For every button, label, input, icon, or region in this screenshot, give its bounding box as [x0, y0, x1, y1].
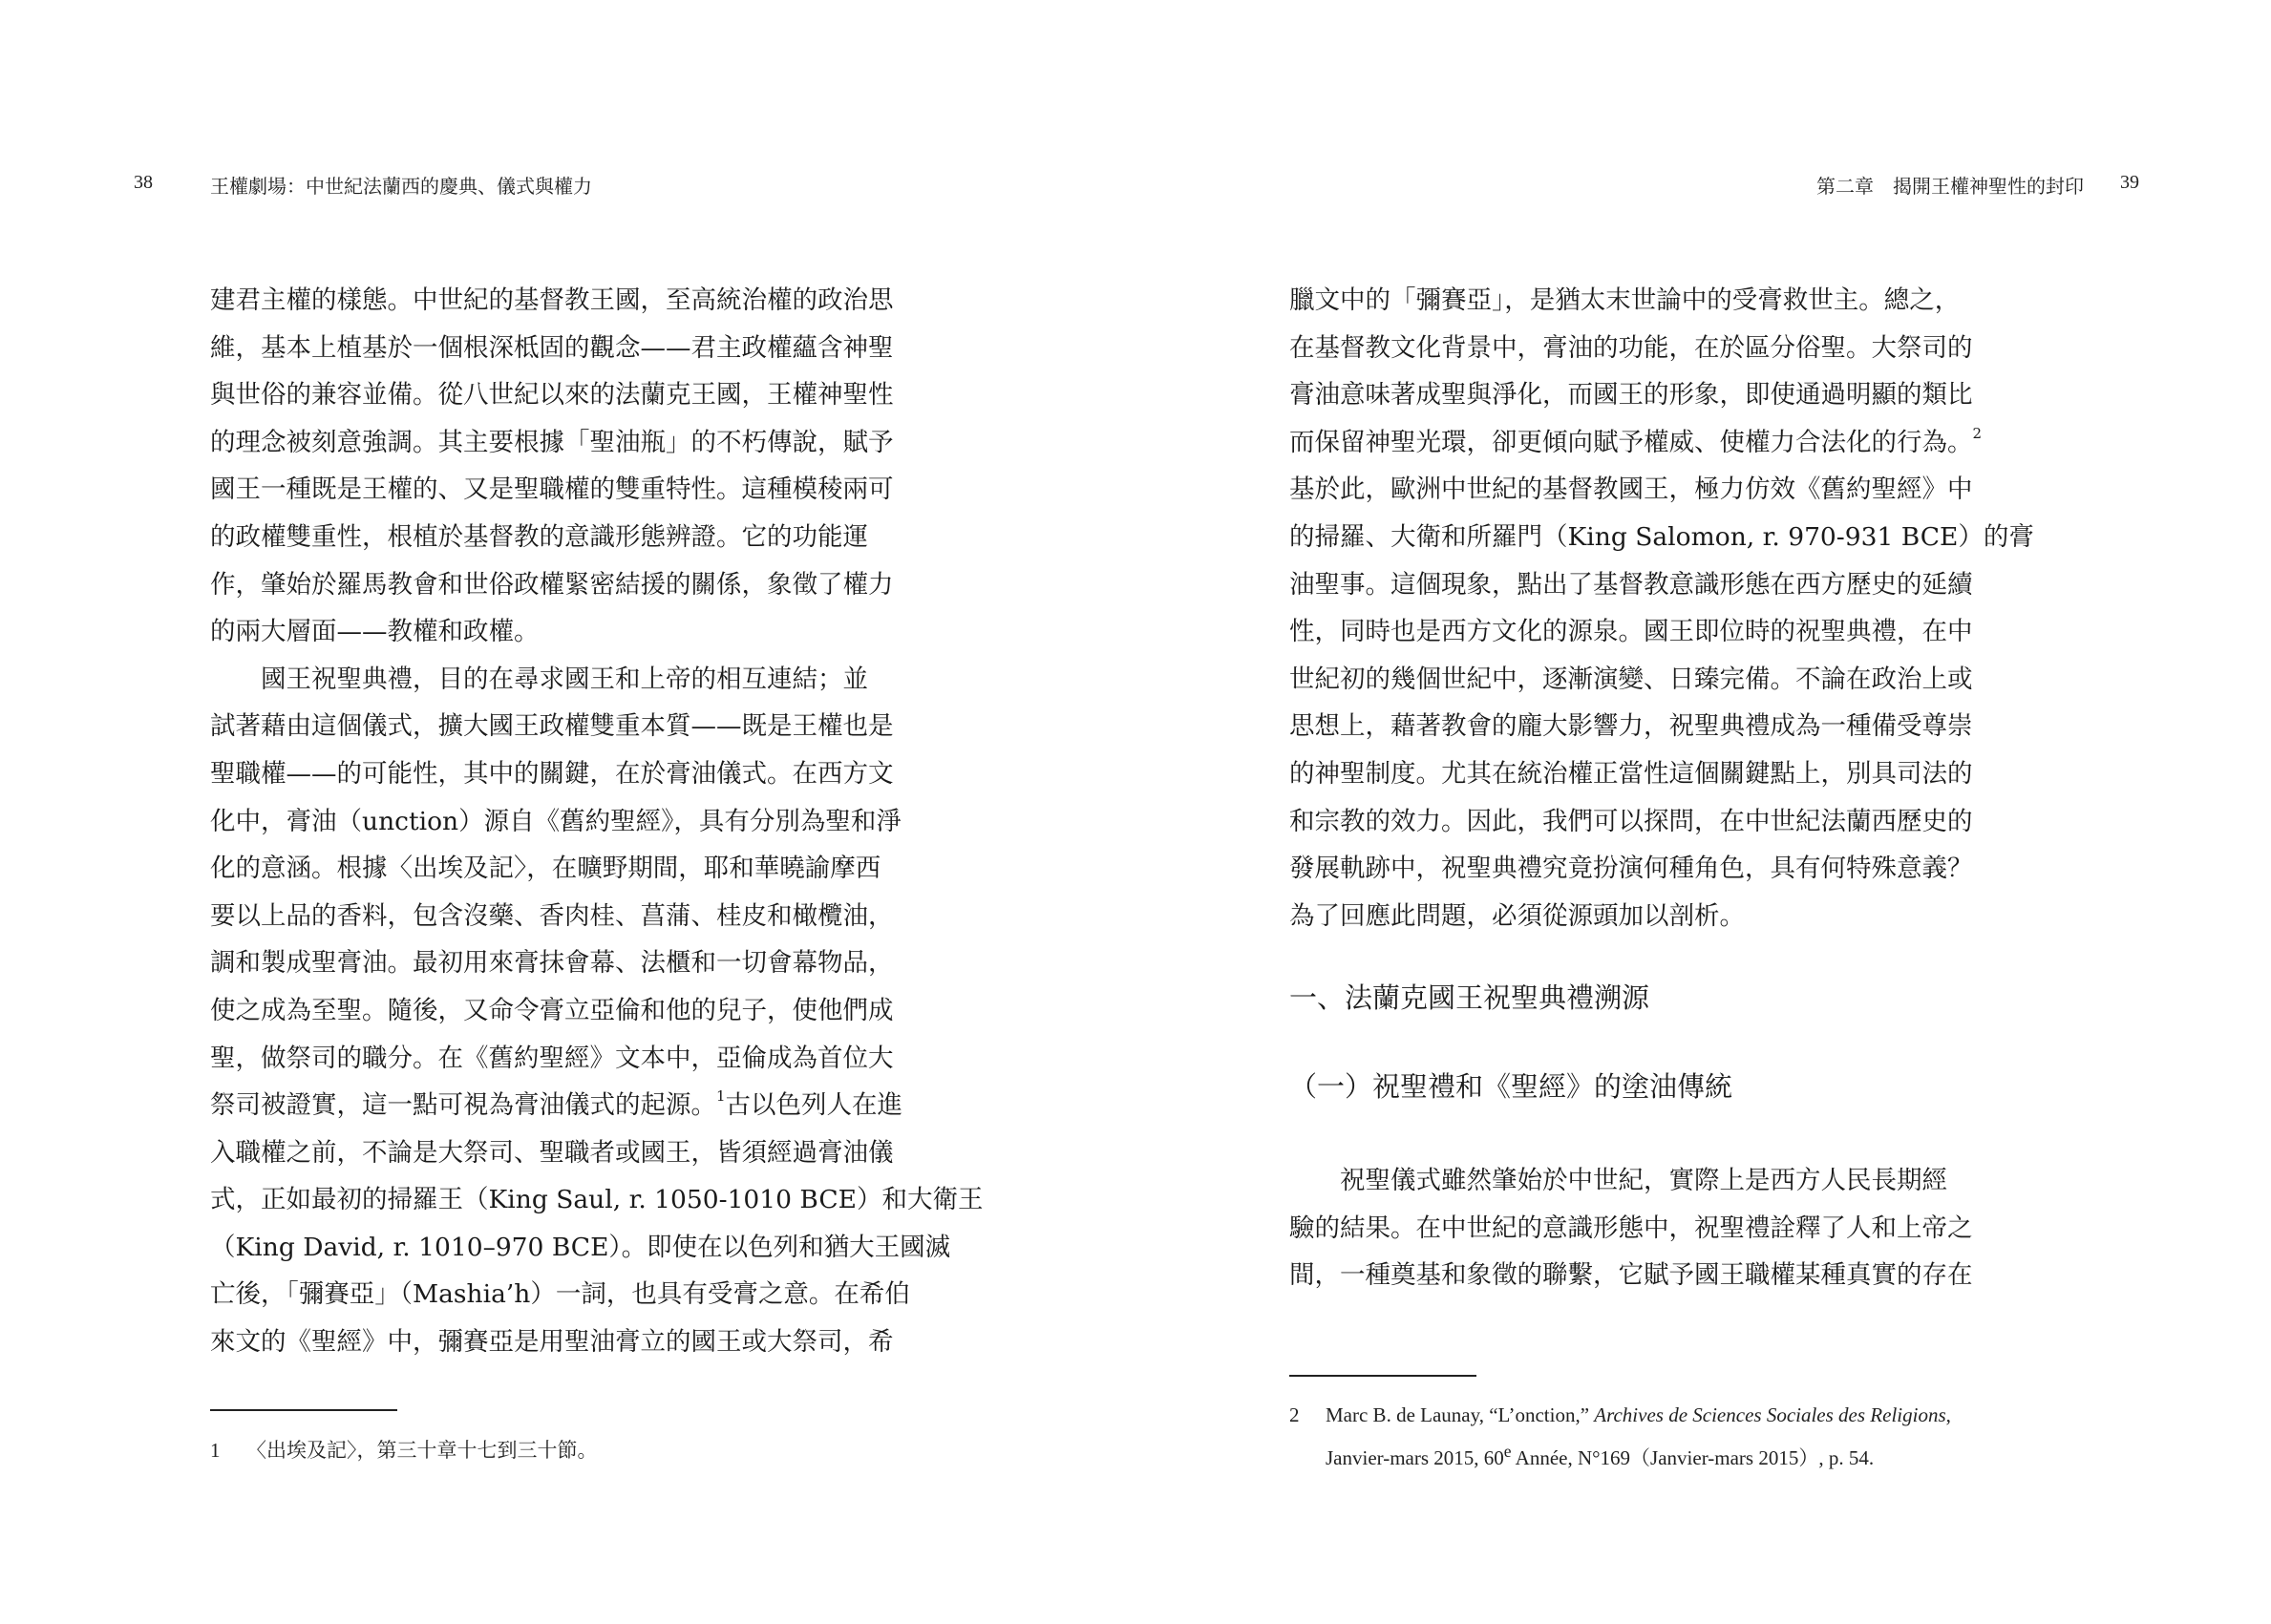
text-line: 聖，做祭司的職分。在《舊約聖經》文本中，亞倫成為首位大	[210, 1043, 894, 1073]
text-line: 基於此，歐洲中世紀的基督教國王，極力仿效《舊約聖經》中	[1289, 475, 1973, 505]
text-line: 入職權之前，不論是大祭司、聖職者或國王，皆須經過膏油儀	[210, 1137, 894, 1168]
text-line: 臘文中的「彌賽亞」，是猶太末世論中的受膏救世主。總之，	[1289, 285, 1961, 315]
text-line: 聖職權——的可能性，其中的關鍵，在於膏油儀式。在西方文	[210, 758, 894, 789]
footnote-superscript: e	[1503, 1442, 1512, 1461]
text-line: 使之成為至聖。隨後，又命令膏立亞倫和他的兒子，使他們成	[210, 995, 894, 1025]
footnote-text: ,	[1945, 1403, 1951, 1426]
text-line: 發展軌跡中，祝聖典禮究竟扮演何種角色，具有何特殊意義？	[1289, 854, 1973, 884]
text-line: 作，肇始於羅馬教會和世俗政權緊密結援的關係，象徵了權力	[210, 569, 894, 600]
footnote-number: 2	[1289, 1403, 1300, 1426]
footnote-reference[interactable]: 1	[716, 1087, 726, 1106]
text-line: 建君主權的樣態。中世紀的基督教王國，至高統治權的政治思	[210, 285, 894, 315]
text-line-with-footnote-ref	[210, 1082, 993, 1129]
subsection-heading: （一）祝聖禮和《聖經》的塗油傳統	[1289, 1070, 1733, 1103]
text-line: （King David, r. 1010–970 BCE）。即使在以色列和猶大王國滅	[210, 1232, 951, 1262]
footnote-journal-title: Archives de Sciences Sociales des Religions	[1594, 1403, 1946, 1426]
page-number: 39	[2120, 172, 2139, 193]
text-line: 來文的《聖經》中，彌賽亞是用聖油膏立的國王或大祭司，希	[210, 1327, 894, 1358]
text-line: 膏油意味著成聖與淨化，而國王的形象，即使通過明顯的類比	[1289, 380, 1973, 411]
text-line: 式，正如最初的掃羅王（King Saul, r. 1050-1010 BCE）和大衛王	[210, 1185, 984, 1215]
body-text	[210, 277, 993, 1366]
text-line: 性，同時也是西方文化的源泉。國王即位時的祝聖典禮，在中	[1289, 617, 1973, 647]
text-segment: 祭司被證實，這一點可視為膏油儀式的起源。	[210, 1090, 716, 1121]
footnote	[210, 1432, 598, 1468]
footnote-reference[interactable]: 2	[1972, 424, 1983, 442]
text-segment: 古以色列人在進	[725, 1090, 903, 1121]
right-page	[1136, 0, 2271, 1624]
text-line: 思想上，藉著教會的龐大影響力，祝聖典禮成為一種備受尊崇	[1289, 711, 1973, 742]
body-text	[1289, 277, 2072, 939]
footnote-text: 〈出埃及記〉，第三十章十七到三十節。	[246, 1439, 598, 1462]
text-line: 的理念被刻意強調。其主要根據「聖油瓶」的不朽傳說，賦予	[210, 427, 894, 457]
text-line: 國王一種既是王權的、又是聖職權的雙重特性。這種模稜兩可	[210, 475, 894, 505]
text-line: 的掃羅、大衛和所羅門（King Salomon, r. 970-931 BCE）的膏	[1289, 521, 2034, 552]
text-line: 的兩大層面——教權和政權。	[210, 617, 540, 647]
text-line: 油聖事。這個現象，點出了基督教意識形態在西方歷史的延續	[1289, 569, 1973, 600]
footnote-divider	[210, 1409, 397, 1411]
footnote-text: Marc B. de Launay, “L’onction,”	[1326, 1403, 1595, 1426]
text-line: 與世俗的兼容並備。從八世紀以來的法蘭克王國，王權神聖性	[210, 380, 894, 411]
footnote	[1289, 1397, 1951, 1476]
page-number: 38	[134, 172, 153, 193]
text-line: 為了回應此問題，必須從源頭加以剖析。	[1289, 900, 1745, 931]
text-line: 的神聖制度。尤其在統治權正當性這個關鍵點上，別具司法的	[1289, 758, 1973, 789]
text-segment: 而保留神聖光環，卻更傾向賦予權威、使權力合法化的行為。	[1289, 427, 1973, 457]
running-head: 王權劇場：中世紀法蘭西的慶典、儀式與權力	[210, 175, 592, 198]
text-line: 化的意涵。根據〈出埃及記〉，在曠野期間，耶和華曉諭摩西	[210, 854, 881, 884]
footnote-text: Janvier-mars 2015, 60	[1326, 1446, 1504, 1469]
section-heading: 一、法蘭克國王祝聖典禮溯源	[1289, 981, 1650, 1014]
text-line: 維，基本上植基於一個根深柢固的觀念——君主政權蘊含神聖	[210, 332, 894, 363]
footnote-text: Année, N°169（Janvier-mars 2015）, p. 54.	[1511, 1446, 1875, 1469]
text-line: 要以上品的香料，包含沒藥、香肉桂、菖蒲、桂皮和橄欖油，	[210, 900, 894, 931]
text-line: 世紀初的幾個世紀中，逐漸演變、日臻完備。不論在政治上或	[1289, 664, 1973, 694]
text-line: 亡後，「彌賽亞」（Mashia’h）一詞，也具有受膏之意。在希伯	[210, 1279, 910, 1310]
footnote-line	[1289, 1397, 1951, 1433]
body-text-continued	[1289, 1157, 2072, 1299]
text-line: 國王祝聖典禮，目的在尋求國王和上帝的相互連結；並	[210, 664, 868, 694]
footnote-number: 1	[210, 1439, 221, 1462]
text-line: 的政權雙重性，根植於基督教的意識形態辨證。它的功能運	[210, 521, 868, 552]
running-head: 第二章 揭開王權神聖性的封印	[1816, 175, 2084, 198]
text-line: 調和製成聖膏油。最初用來膏抹會幕、法櫃和一切會幕物品，	[210, 948, 894, 979]
text-line-with-footnote-ref	[1289, 419, 2072, 467]
text-line: 在基督教文化背景中，膏油的功能，在於區分俗聖。大祭司的	[1289, 332, 1973, 363]
text-line: 祝聖儀式雖然肇始於中世紀，實際上是西方人民長期經	[1289, 1166, 1947, 1195]
text-line: 間，一種奠基和象徵的聯繫，它賦予國王職權某種真實的存在	[1289, 1260, 1973, 1291]
text-line: 和宗教的效力。因此，我們可以探問，在中世紀法蘭西歷史的	[1289, 806, 1973, 836]
text-line: 化中，膏油（unction）源自《舊約聖經》，具有分別為聖和淨	[210, 806, 902, 836]
text-line: 驗的結果。在中世紀的意識形態中，祝聖禮詮釋了人和上帝之	[1289, 1213, 1973, 1243]
text-line: 試著藉由這個儀式，擴大國王政權雙重本質——既是王權也是	[210, 711, 894, 742]
footnote-divider	[1289, 1375, 1476, 1377]
footnote-line	[1289, 1433, 1951, 1476]
